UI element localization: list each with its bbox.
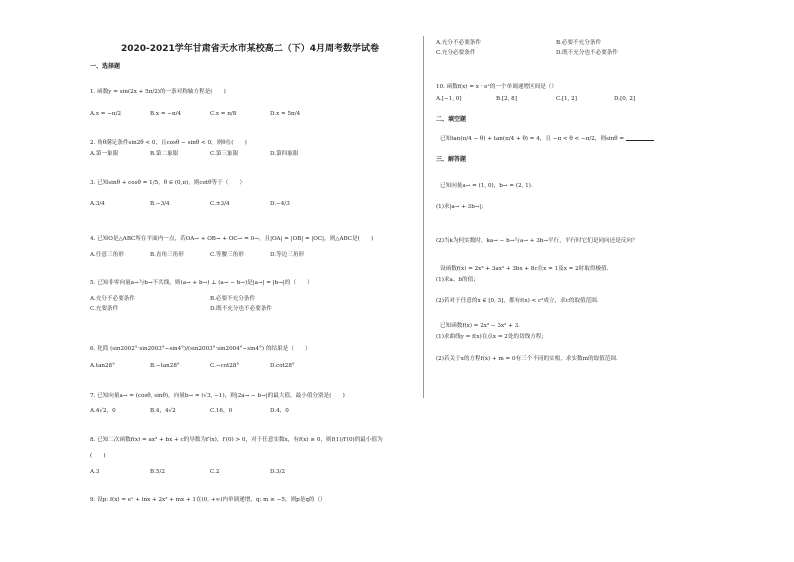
q6-option-d: D.cot28° xyxy=(270,363,295,369)
page-title: 2020-2021学年甘肃省天水市某校高二（下）4月周考数学试卷 xyxy=(120,44,380,54)
p2-part1: (1)求a、b的值； xyxy=(436,277,479,283)
q8-paren: ( ) xyxy=(90,453,106,459)
q8-option-d: D.3/2 xyxy=(270,469,286,475)
section-solve-heading: 三、解答题 xyxy=(436,156,467,163)
q3-option-b: B.−3/4 xyxy=(150,201,170,207)
q9-stem: 9. 设p: f(x) = eˣ + lnx + 2x² + mx + 1在(0, +∞)内单调递增，q: m ≥ −5，则p是q的（） xyxy=(90,497,326,503)
q4-option-d: D.等边三角形 xyxy=(270,252,305,258)
p2-given: 设函数f(x) = 2x³ + 3ax² + 3bx + 8c在x = 1及x = 2时取得极值． xyxy=(440,266,613,272)
q7-option-a: A.4√2，0 xyxy=(90,408,116,414)
q2-option-c: C.第三象限 xyxy=(210,151,239,157)
p1-given: 已知向量a→ = (1, 0)，b→ = (2, 1)． xyxy=(440,183,537,189)
p2-part2: (2)若对于任意的x ∈ [0, 3]，都有f(x) < c²成立，求c的取值范围． xyxy=(436,298,603,304)
p1-part2: (2)当k为何实数时，ka→ − b→与a→ + 3b→平行，平行时它们是同向还是反向？ xyxy=(436,238,638,244)
q7-option-c: C.16，0 xyxy=(210,408,233,414)
q6-option-c: C.−cot28° xyxy=(210,363,240,369)
q8-option-a: A.3 xyxy=(90,469,100,475)
q1-option-a: A.x = −π/2 xyxy=(90,111,122,117)
section-choice-heading: 一、选择题 xyxy=(90,63,121,70)
q1-stem: 1. 函数y = sin(2x + 5π/2)的一条对称轴方程是( ) xyxy=(90,89,226,95)
q2-option-a: A.第一象限 xyxy=(90,151,119,157)
q2-stem: 2. 角θ满足条件sin2θ < 0，且cosθ − sinθ < 0，则θ在( ) xyxy=(90,140,247,146)
q1-option-b: B.x = −π/4 xyxy=(150,111,182,117)
q2-option-b: B.第二象限 xyxy=(150,151,179,157)
q9-option-a: A.充分不必要条件 xyxy=(436,40,481,46)
q7-option-b: B.4，4√2 xyxy=(150,408,176,414)
q5-option-a: A.充分不必要条件 xyxy=(90,296,135,302)
fill-question-text: 已知tan(π/4 − θ) + tan(π/4 + θ) = 4，且 −π < θ < −π/2，则sinθ = xyxy=(440,136,625,142)
q1-option-d: D.x = 5π/4 xyxy=(270,111,301,117)
q6-stem: 6. 化简 (sin2002°·sin2003°−sin4°)/(sin2003°·sin2004°−sin4°) 的结果是（ ） xyxy=(90,346,311,352)
q6-option-a: A.tan28° xyxy=(90,363,115,369)
p3-given: 已知函数f(x) = 2x³ − 3x² + 3． xyxy=(440,323,524,329)
q5-option-c: C.充要条件 xyxy=(90,306,119,312)
section-fill-heading: 二、填空题 xyxy=(436,116,467,123)
q10-option-c: C.[1, 2] xyxy=(556,96,577,102)
q2-option-d: D.第四象限 xyxy=(270,151,299,157)
q3-stem: 3. 已知sinθ + cosθ = 1/5，θ ∈ (0,π)，则cotθ等于（ ） xyxy=(90,180,246,186)
q9-option-d: D.既不充分也不必要条件 xyxy=(556,50,619,56)
q6-option-b: B.−tan28° xyxy=(150,363,180,369)
q5-option-d: D.既不充分也不必要条件 xyxy=(210,306,273,312)
q8-option-b: B.5/2 xyxy=(150,469,165,475)
q8-stem: 8. 已知二次函数f(x) = ax² + bx + c的导数为f′(x)，f′(0) > 0，对于任意实数x，有f(x) ≥ 0，则f(1)/f′(0)的最小值为 xyxy=(90,437,383,443)
q9-option-b: B.必要不充分条件 xyxy=(556,40,602,46)
q9-option-c: C.充分必要条件 xyxy=(436,50,476,56)
q5-option-b: B.必要不充分条件 xyxy=(210,296,256,302)
q3-option-a: A.3/4 xyxy=(90,201,105,207)
fill-question xyxy=(440,136,654,143)
q5-stem: 5. 已知非零向量a→与b→不共线，则(a→ + b→) ⊥ (a→ − b→)是|a→| = |b→|的（ ） xyxy=(90,280,313,286)
q10-stem: 10. 函数f(x) = x · eˣ的一个单调递增区间是（） xyxy=(436,84,557,90)
q3-option-c: C.±3/4 xyxy=(210,201,230,207)
q8-option-c: C.2 xyxy=(210,469,220,475)
q7-stem: 7. 已知向量a→ = (cosθ, sinθ)，向量b→ = (√3, −1)，则|2a→ − b→|的最大值，最小值分别是( ) xyxy=(90,393,345,399)
q3-option-d: D.−4/3 xyxy=(270,201,290,207)
p1-part1: (1)求|a→ + 3b→|； xyxy=(436,204,487,210)
p3-part1: (1)求曲线y = f(x)在点x = 2处的切线方程； xyxy=(436,334,547,340)
q10-option-d: D.[0, 2] xyxy=(614,96,636,102)
q4-stem: 4. 已知O是△ABC所在平面内一点，若OA→ + OB→ + OC→ = 0→，且|OA| = |OB| = |OC|，则△ABC是( ) xyxy=(90,236,374,242)
answer-blank xyxy=(626,140,654,141)
q7-option-d: D.4，0 xyxy=(270,408,289,414)
q4-option-b: B.直角三角形 xyxy=(150,252,184,258)
q10-option-a: A.[−1, 0] xyxy=(436,96,462,102)
q10-option-b: B.[2, 8] xyxy=(496,96,517,102)
column-divider xyxy=(423,36,424,398)
p3-part2: (2)若关于x的方程f(x) + m = 0有三个不同的实根，求实数m的取值范围． xyxy=(436,356,622,362)
q4-option-a: A.任意三角形 xyxy=(90,252,124,258)
q4-option-c: C.等腰三角形 xyxy=(210,252,244,258)
q1-option-c: C.x = π/8 xyxy=(210,111,237,117)
